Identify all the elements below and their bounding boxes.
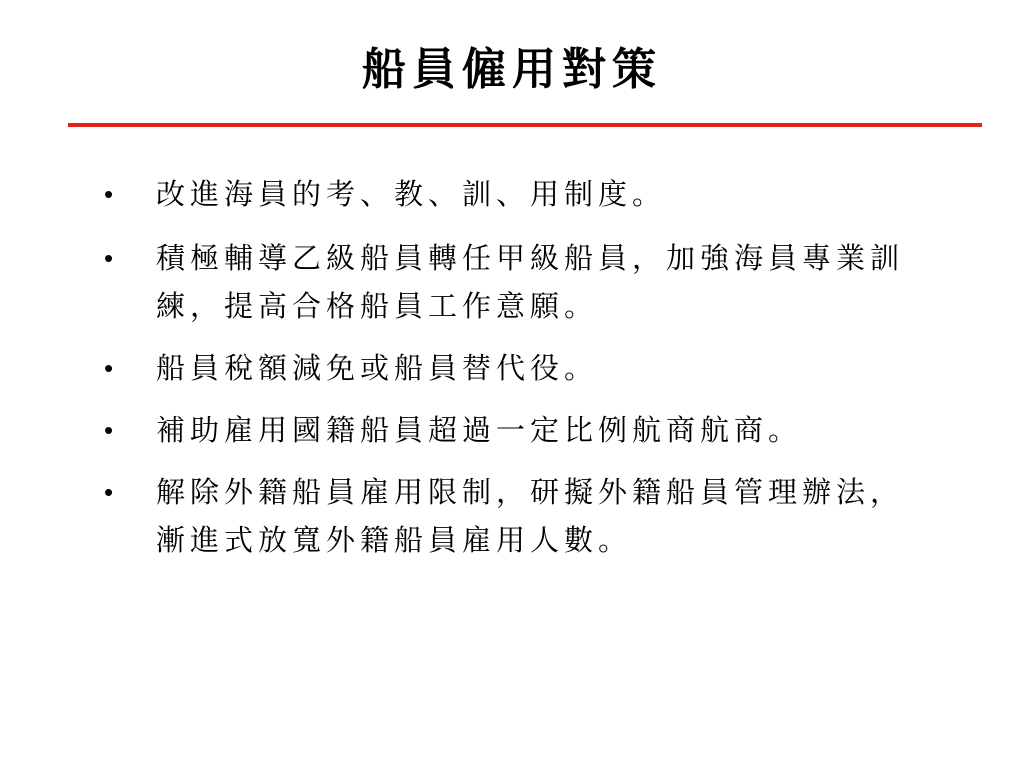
bullet-item-4 xyxy=(104,406,924,454)
title-divider xyxy=(68,123,982,127)
bullet-text: 解除外籍船員雇用限制，研擬外籍船員管理辦法，漸進式放寬外籍船員雇用人數。 xyxy=(156,475,905,557)
bullet-dot-icon: • xyxy=(104,353,114,383)
bullet-item-3 xyxy=(104,344,924,392)
bullet-item-5 xyxy=(104,468,924,564)
bullet-text: 積極輔導乙級船員轉任甲級船員，加強海員專業訓練，提高合格船員工作意願。 xyxy=(156,241,905,323)
bullet-dot-icon: • xyxy=(104,243,114,273)
bullet-item-2 xyxy=(104,234,924,330)
bullet-dot-icon: • xyxy=(104,477,114,507)
bullet-item-1 xyxy=(104,170,924,218)
bullet-text: 船員稅額減免或船員替代役。 xyxy=(156,351,599,385)
bullet-text: 改進海員的考、教、訓、用制度。 xyxy=(156,177,667,211)
bullet-dot-icon: • xyxy=(104,179,114,209)
bullet-list xyxy=(104,170,924,578)
bullet-text: 補助雇用國籍船員超過一定比例航商航商。 xyxy=(156,413,803,447)
slide-title: 船員僱用對策 xyxy=(362,44,662,95)
bullet-dot-icon: • xyxy=(104,415,114,445)
